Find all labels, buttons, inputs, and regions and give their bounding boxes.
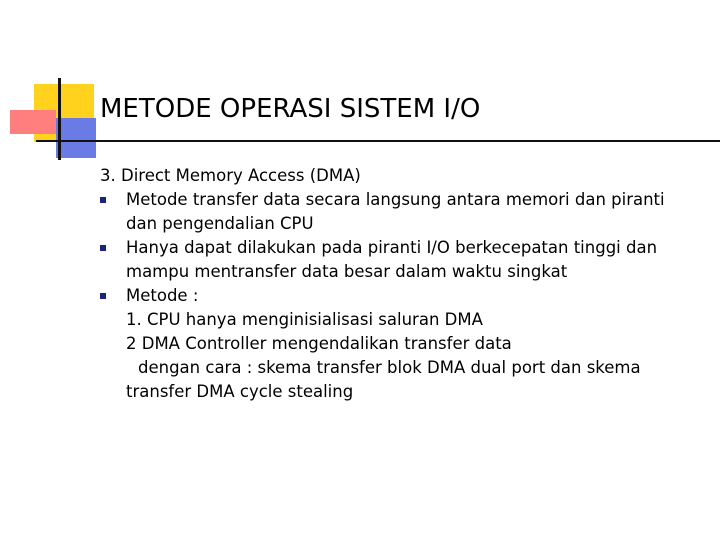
square-bullet-icon [100,197,106,203]
bullet-line: Metode transfer data secara langsung antara memori dan piranti [126,190,665,209]
square-bullet-icon [100,245,106,251]
bullet-item [100,188,704,236]
decorative-vertical-line [58,78,61,160]
section-heading: 3. Direct Memory Access (DMA) [100,166,361,185]
bullet-item [100,284,704,308]
bullet-line: Metode : [126,286,199,305]
bullet-item [100,236,704,284]
title-underline [36,140,720,142]
continuation-line: dengan cara : skema transfer blok DMA dual port dan skema [138,358,641,377]
decorative-blue-square [56,118,96,158]
continuation-line: transfer DMA cycle stealing [126,382,354,401]
bullet-line: dan pengendalian CPU [126,214,314,233]
slide-title: METODE OPERASI SISTEM I/O [100,94,481,124]
bullet-line: mampu mentransfer data besar dalam waktu singkat [126,262,568,281]
step-line: 1. CPU hanya menginisialisasi saluran DMA [126,310,483,329]
step-line: 2 DMA Controller mengendalikan transfer data [126,334,512,353]
decorative-red-bar [10,110,56,134]
square-bullet-icon [100,293,106,299]
bullet-line: Hanya dapat dilakukan pada piranti I/O berkecepatan tinggi dan [126,238,658,257]
slide-body [100,164,704,404]
